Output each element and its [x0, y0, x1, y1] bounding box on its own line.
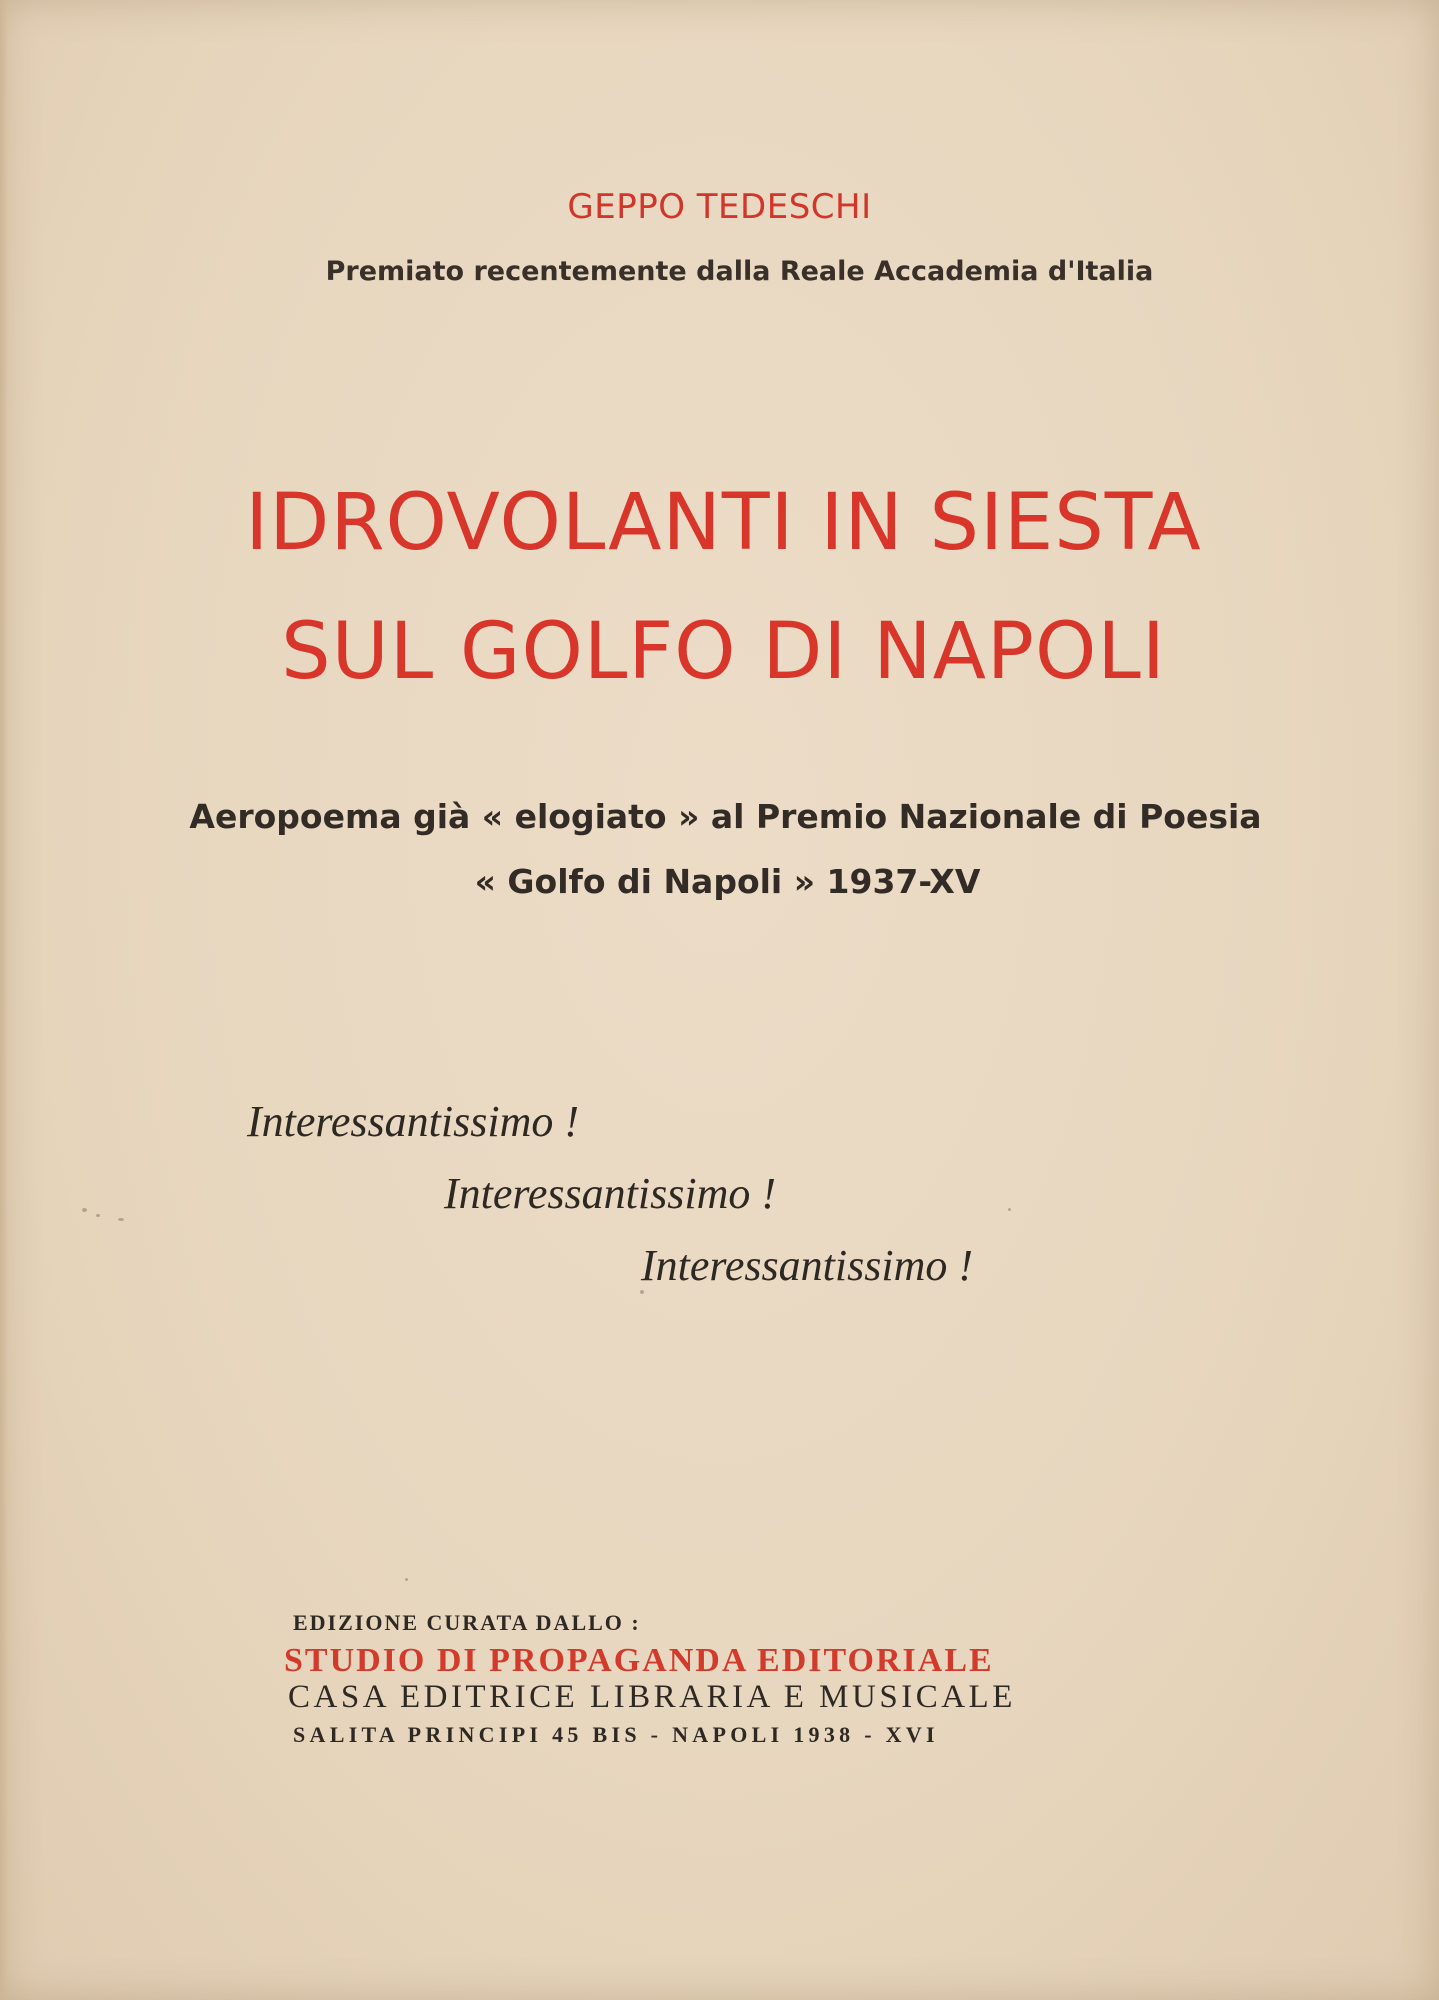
imprint-publishing-house: CASA EDITRICE LIBRARIA E MUSICALE: [288, 1679, 1016, 1715]
paper-speck: [1008, 1208, 1011, 1211]
title-line-1: IDROVOLANTI IN SIESTA: [245, 478, 1202, 568]
subtitle-line-2: « Golfo di Napoli » 1937-XV: [474, 862, 981, 901]
title-line-2: SUL GOLFO DI NAPOLI: [281, 607, 1166, 697]
award-note: Premiato recentemente dalla Reale Accademia d'Italia: [325, 256, 1154, 287]
paper-speck: [118, 1218, 124, 1221]
author-name: GEPPO TEDESCHI: [567, 187, 872, 227]
praise-line-3: Interessantissimo !: [641, 1241, 974, 1290]
praise-line-2: Interessantissimo !: [444, 1169, 777, 1218]
subtitle-line-1: Aeropoema già « elogiato » al Premio Nazionale di Poesia: [189, 797, 1262, 836]
paper-speck: [96, 1214, 100, 1217]
paper-speck: [640, 1290, 644, 1294]
paper-speck: [405, 1578, 408, 1581]
imprint-studio: STUDIO DI PROPAGANDA EDITORIALE: [284, 1642, 994, 1679]
page-edge-shadow: [0, 0, 8, 2000]
praise-line-1: Interessantissimo !: [247, 1097, 580, 1146]
paper-speck: [82, 1208, 87, 1212]
imprint-address: SALITA PRINCIPI 45 BIS - NAPOLI 1938 - XVI: [293, 1722, 939, 1747]
imprint-edition: EDIZIONE CURATA DALLO :: [293, 1610, 641, 1635]
